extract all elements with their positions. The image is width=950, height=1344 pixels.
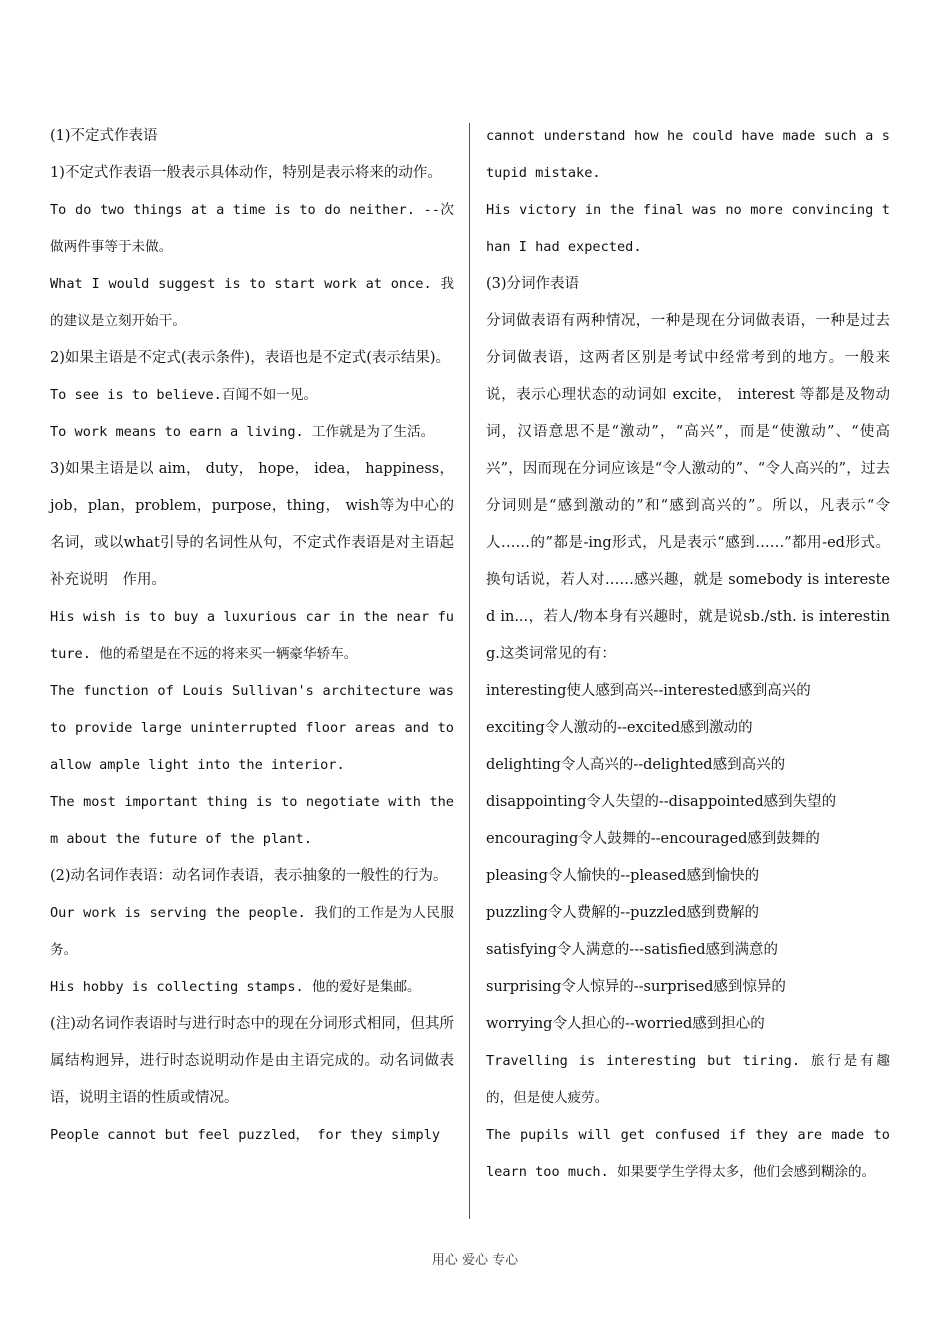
paragraph: To do two things at a time is to do neither. --次做两件事等于未做。 [50,202,454,255]
paragraph: People cannot but feel puzzled， for they simply [50,1127,441,1143]
paragraph: (2)动名词作表语：动名词作表语，表示抽象的一般性的行为。 [50,868,448,884]
paragraph: delighting令人高兴的--delighted感到高兴的 [486,757,786,773]
paragraph: puzzling令人费解的--puzzled感到费解的 [486,905,759,921]
paragraph: 1)不定式作表语一般表示具体动作，特别是表示将来的动作。 [50,165,442,181]
paragraph: Travelling is interesting but tiring. 旅行是有趣的，但是使人疲劳。 [486,1053,890,1106]
paragraph: His victory in the final was no more convincing than I had expected. [486,202,890,255]
paragraph: To work means to earn a living. 工作就是为了生活。 [50,424,435,440]
paragraph: interesting使人感到高兴--interested感到高兴的 [486,683,811,699]
paragraph: (3)分词作表语 [486,276,580,292]
paragraph: The most important thing is to negotiate with them about the future of the plant. [50,794,454,847]
paragraph: pleasing令人愉快的--pleased感到愉快的 [486,868,760,884]
column-divider [469,123,470,1219]
right-column [486,118,890,1191]
paragraph: 2)如果主语是不定式(表示条件)，表语也是不定式(表示结果)。 [50,350,451,366]
paragraph: (1)不定式作表语 [50,128,158,144]
paragraph: disappointing令人失望的--disappointed感到失望的 [486,794,837,810]
paragraph: The pupils will get confused if they are made to learn too much. 如果要学生学得太多，他们会感到糊涂的。 [486,1127,890,1180]
paragraph: worrying令人担心的--worried感到担心的 [486,1016,765,1032]
paragraph: What I would suggest is to start work at once. 我的建议是立刻开始干。 [50,276,454,329]
paragraph: His hobby is collecting stamps. 他的爱好是集邮。 [50,979,421,995]
paragraph: surprising令人惊异的--surprised感到惊异的 [486,979,786,995]
paragraph: exciting令人激动的--excited感到激动的 [486,720,753,736]
paragraph: Our work is serving the people. 我们的工作是为人民服务。 [50,905,454,958]
paragraph: 分词做表语有两种情况，一种是现在分词做表语，一种是过去分词做表语，这两者区别是考试中经常考到的地方。一般来说，表示心理状态的动词如 excite， interest 等都是及物动词，汉语意思不是“激动”，“高兴”，而是“使激动”、“使高兴”，因而现在分词应该是“令人激动的”、“令人高兴的”，过去分词则是“感到激动的”和“感到高兴的”。所以，凡表示“令人……的”都是-ing形式，凡是表示“感到……”都用-ed形式。换句话说，若人对……感兴趣，就是 somebody is interested in...，若人/物本身有兴趣时，就是说sb./sth. is interesting.这类词常见的有： [486,313,890,662]
paragraph: encouraging令人鼓舞的--encouraged感到鼓舞的 [486,831,820,847]
paragraph: His wish is to buy a luxurious car in the near future. 他的希望是在不远的将来买一辆豪华轿车。 [50,609,454,662]
paragraph: (注)动名词作表语时与进行时态中的现在分词形式相同，但其所属结构迥异，进行时态说明动作是由主语完成的。动名词做表语，说明主语的性质或情况。 [50,1016,454,1106]
page-footer: 用心 爱心 专心 [431,1253,519,1268]
paragraph: To see is to believe.百闻不如一见。 [50,387,318,403]
paragraph: 3)如果主语是以 aim， duty， hope， idea， happiness， job，plan，problem，purpose，thing， wish等为中心的名词，或以what引导的名词性从句，不定式作表语是对主语起补充说明 作用。 [50,461,454,588]
left-column [50,118,454,1154]
paragraph: The function of Louis Sullivan's architecture was to provide large uninterrupted floor areas and to allow ample light into the interior. [50,683,454,773]
paragraph: cannot understand how he could have made such a stupid mistake. [486,128,890,181]
paragraph: satisfying令人满意的---satisfied感到满意的 [486,942,779,958]
